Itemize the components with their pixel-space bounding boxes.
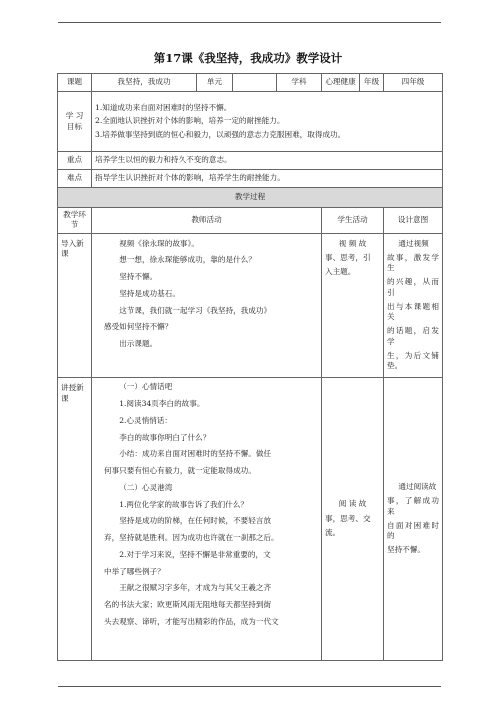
teacher-line: （一）心情话吧	[119, 382, 173, 392]
teacher-line: 坚持是成功的阶梯，在任何时候，不要轻言放	[119, 516, 272, 526]
student-line: 事、思考，引	[325, 252, 371, 262]
topic-label: 课题	[58, 74, 92, 92]
difficulty-label: 难点	[58, 170, 92, 188]
intent-line: 生，为后文铺垫。	[387, 350, 439, 370]
student-line: 入主题。	[325, 267, 356, 276]
teacher-line: 视频《徐永琛的故事》。	[119, 238, 199, 248]
stage-cell: 导入新课	[58, 233, 92, 378]
grade-label: 年级	[360, 74, 384, 92]
objectives-list	[92, 92, 443, 152]
student-line: 事，思考、交	[325, 513, 371, 523]
teacher-line: 王献之很赋习字多年，才成为与其父王羲之齐	[119, 583, 272, 593]
intent-line: 出与本课题相关	[387, 301, 439, 321]
key-point-label: 重点	[58, 152, 92, 170]
teacher-line: 李白的故事你明白了什么？	[119, 432, 211, 442]
teacher-line: 头去观察、谛听，才能写出精彩的作品，成为一代文	[104, 616, 279, 626]
topic-value: 我坚持，我成功	[92, 74, 197, 92]
intent-line: 的兴趣，从而引	[387, 277, 439, 297]
column-header-intent: 设计意图	[384, 208, 443, 234]
teacher-line: 想一想，徐永琛能够成功，靠的是什么？	[119, 255, 256, 265]
objectives-label: 学 习 目标	[58, 92, 92, 152]
teacher-line: 这节课，我们就一起学习《我坚持，我成功》	[119, 305, 272, 315]
teacher-line: 坚持是成功基石。	[119, 288, 180, 298]
difficulty-row	[58, 170, 443, 188]
intent-line: 的话题，启发学	[387, 326, 439, 346]
footer-rule	[58, 686, 441, 687]
process-row-new-lesson	[58, 378, 443, 661]
teacher-activity-cell	[92, 233, 322, 378]
teacher-line: 坚持不懈。	[119, 272, 158, 281]
process-row-intro	[58, 233, 443, 378]
intent-line: 自面对困难时的	[387, 520, 439, 540]
process-heading-row	[58, 188, 443, 208]
teacher-activity-cell	[92, 378, 322, 661]
column-header-stage: 教学环节	[58, 208, 92, 234]
lesson-plan-table	[57, 73, 443, 661]
process-column-headers	[58, 208, 443, 234]
objective-item: 1.知道成功来自面对困难时的坚持不懈。	[95, 103, 232, 113]
header-row	[58, 74, 443, 92]
intent-line: 故事，激发学生	[387, 252, 439, 272]
subject-label: 学科	[277, 74, 322, 92]
objectives-row	[58, 92, 443, 152]
teacher-line: 1.两位化学家的故事告诉了我们什么？	[119, 499, 248, 509]
teacher-line: 小结：成功来自面对困难时的坚持不懈。做任	[119, 449, 272, 459]
teacher-line: 1.阅读34页李白的故事。	[119, 399, 205, 408]
student-line: 流。	[325, 527, 341, 537]
teacher-line: 2.心灵悄悄话：	[119, 415, 172, 425]
teacher-line: 2.对于学习来说，坚持不懈是非常重要的，文	[119, 549, 271, 559]
teacher-line: 名的书法大家；欧更斯风雨无阻地每天都坚持到街	[104, 600, 272, 609]
unit-value	[233, 74, 277, 92]
intent-line: 事，了解成功来	[387, 496, 439, 516]
teacher-line: （二）心灵港湾	[119, 482, 173, 492]
teacher-line: 弃，坚持就是胜利。因为成功也许就在一刹那之后。	[104, 533, 279, 542]
student-activity-cell	[322, 378, 384, 661]
document-title: 第17课《我坚持，我成功》教学设计	[153, 51, 343, 65]
student-line: 视 频 故	[338, 238, 367, 248]
key-point-text: 培养学生以恒的毅力和持久不变的意志。	[92, 152, 443, 170]
objective-item: 3.培养做事坚持到底的恒心和毅力，以顽强的意志力克服困难，取得成功。	[95, 129, 346, 139]
teacher-line: 中举了哪些例子？	[104, 566, 165, 576]
intent-line: 通过阅读故	[398, 482, 437, 491]
intent-line: 坚持不懈。	[387, 545, 425, 555]
design-intent-cell	[384, 378, 443, 661]
teacher-line: 出示课题。	[119, 339, 158, 348]
teacher-line: 何事只要有恒心有毅力，就一定能取得成功。	[104, 466, 256, 475]
process-heading: 教学过程	[58, 188, 443, 208]
intent-line: 通过视频	[398, 238, 429, 248]
column-header-teacher: 教师活动	[92, 208, 322, 234]
stage-cell: 讲授新课	[58, 378, 92, 661]
key-point-row	[58, 152, 443, 170]
objective-item: 2.全面地认识挫折对个体的影响，培养一定的耐挫能力。	[95, 116, 285, 126]
column-header-student: 学生活动	[322, 208, 384, 234]
unit-label: 单元	[197, 74, 233, 92]
student-line: 阅 读 故	[338, 499, 367, 509]
design-intent-cell	[384, 233, 443, 378]
student-activity-cell	[322, 233, 384, 378]
subject-value: 心理健康	[322, 74, 360, 92]
grade-value: 四年级	[384, 74, 443, 92]
teacher-line: 感受如何坚持不懈？	[104, 322, 173, 332]
header-rule	[58, 22, 441, 23]
difficulty-text: 指导学生认识挫折对个体的影响，培养学生的耐挫能力。	[92, 170, 443, 188]
